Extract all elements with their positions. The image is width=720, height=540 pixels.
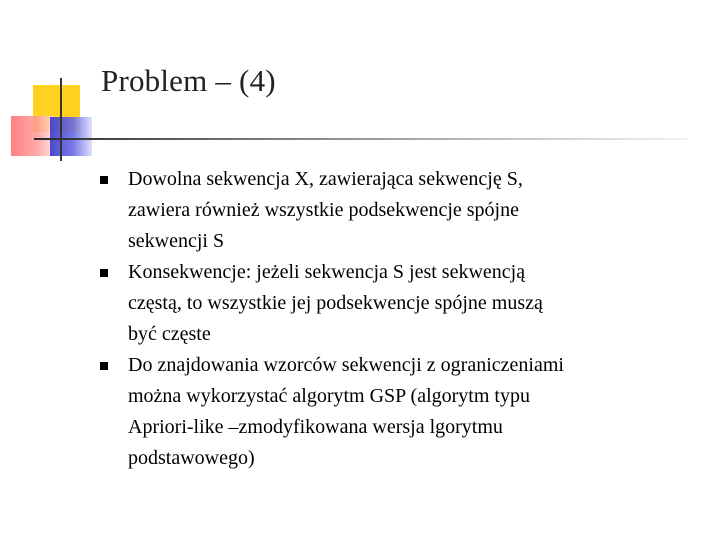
logo-vertical-line bbox=[60, 78, 62, 161]
logo-blue-square bbox=[50, 117, 92, 156]
bullet-line: podstawowego) bbox=[128, 447, 255, 469]
bullet-line: częstą, to wszystkie jej podsekwencje spójne muszą bbox=[128, 292, 543, 314]
bullet-line: można wykorzystać algorytm GSP (algorytm typu bbox=[128, 385, 530, 407]
slide-title: Problem – (4) bbox=[101, 63, 276, 98]
bullet-list bbox=[99, 164, 679, 474]
square-bullet-icon bbox=[100, 176, 108, 184]
square-bullet-icon bbox=[100, 362, 108, 370]
square-bullet-icon bbox=[100, 269, 108, 277]
bullet-line: Dowolna sekwencja X, zawierająca sekwencję S, bbox=[128, 168, 523, 190]
bullet-item bbox=[99, 257, 679, 350]
logo-red-square bbox=[11, 116, 55, 156]
bullet-line: zawiera również wszystkie podsekwencje spójne bbox=[128, 199, 519, 221]
bullet-line: Konsekwencje: jeżeli sekwencja S jest sekwencją bbox=[128, 261, 526, 283]
bullet-line: sekwencji S bbox=[128, 230, 225, 252]
bullet-line: Apriori-like –zmodyfikowana wersja lgorytmu bbox=[128, 416, 503, 438]
bullet-line: Do znajdowania wzorców sekwencji z ograniczeniami bbox=[128, 354, 564, 376]
bullet-item bbox=[99, 164, 679, 257]
bullet-item bbox=[99, 350, 679, 474]
bullet-line: być częste bbox=[128, 323, 211, 345]
title-divider bbox=[34, 138, 687, 140]
